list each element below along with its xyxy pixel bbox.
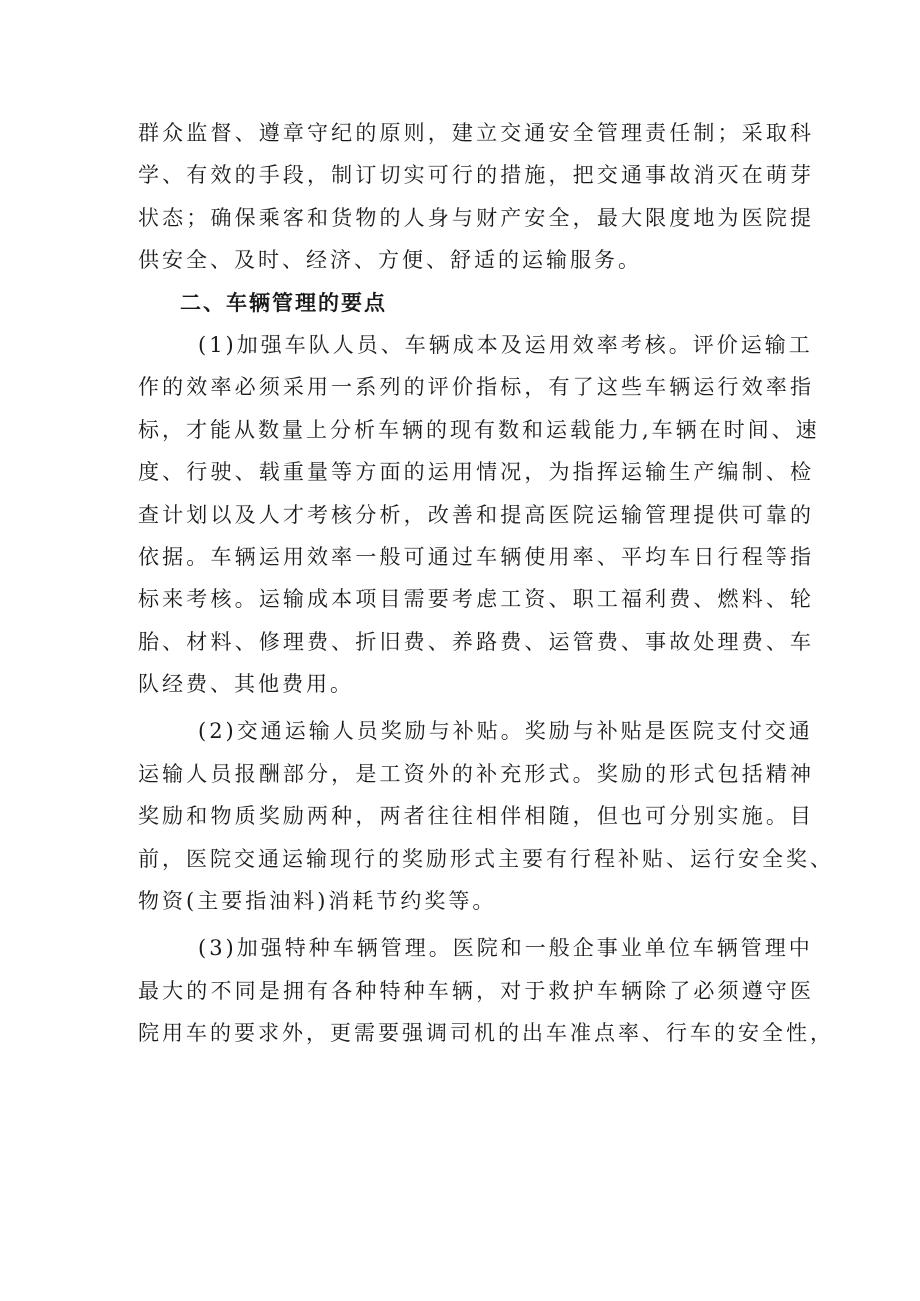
paragraph-line: 胎、材料、修理费、折旧费、养路费、运管费、事故处理费、车 <box>138 629 814 654</box>
paragraph-line: 奖励和物质奖励两种，两者往往相伴相随，但也可分别实施。目 <box>138 804 814 829</box>
paragraph-line: (1)加强车队人员、车辆成本及运用效率考核。评价运输工 <box>198 332 813 357</box>
paragraph-line: (2)交通运输人员奖励与补贴。奖励与补贴是医院支付交通 <box>198 719 813 744</box>
paragraph-line: 学、有效的手段，制订切实可行的措施，把交通事故消灭在萌芽 <box>138 163 814 188</box>
paragraph-line: 依据。车辆运用效率一般可通过车辆使用率、平均车日行程等指 <box>138 544 814 569</box>
section-heading: 二、车辆管理的要点 <box>180 290 387 315</box>
paragraph-line: 度、行驶、载重量等方面的运用情况，为指挥运输生产编制、检 <box>138 460 814 485</box>
paragraph-line: 群众监督、遵章守纪的原则，建立交通安全管理责任制；采取科 <box>138 121 814 145</box>
document-body <box>138 112 834 1055</box>
paragraph-3 <box>138 710 834 922</box>
paragraph-line: 标来考核。运输成本项目需要考虑工资、职工福利费、燃料、轮 <box>138 587 814 612</box>
paragraph-line: 查计划以及人才考核分析，改善和提高医院运输管理提供可靠的 <box>138 502 814 527</box>
paragraph-line: 前，医院交通运输现行的奖励形式主要有行程补贴、运行安全奖、 <box>138 846 834 871</box>
paragraph-1 <box>138 112 814 282</box>
paragraph-line: 状态；确保乘客和货物的人身与财产安全，最大限度地为医院提 <box>138 205 814 230</box>
paragraph-line: (3)加强特种车辆管理。医院和一般企事业单位车辆管理中 <box>198 936 813 961</box>
paragraph-4 <box>138 927 834 1054</box>
paragraph-line: 作的效率必须采用一系列的评价指标，有了这些车辆运行效率指 <box>138 375 814 400</box>
paragraph-line: 供安全、及时、经济、方便、舒适的运输服务。 <box>138 248 642 273</box>
paragraph-line: 标，才能从数量上分析车辆的现有数和运载能力,车辆在时间、速 <box>138 417 820 442</box>
paragraph-line: 运输人员报酬部分，是工资外的补充形式。奖励的形式包括精神 <box>138 761 814 786</box>
paragraph-line: 队经费、其他费用。 <box>138 672 354 697</box>
paragraph-2 <box>138 324 820 706</box>
paragraph-line: 最大的不同是拥有各种特种车辆，对于救护车辆除了必须遵守医 <box>138 978 814 1003</box>
paragraph-line: 物资(主要指油料)消耗节约奖等。 <box>138 889 497 914</box>
paragraph-line: 院用车的要求外，更需要强调司机的出车准点率、行车的安全性， <box>138 1021 834 1046</box>
